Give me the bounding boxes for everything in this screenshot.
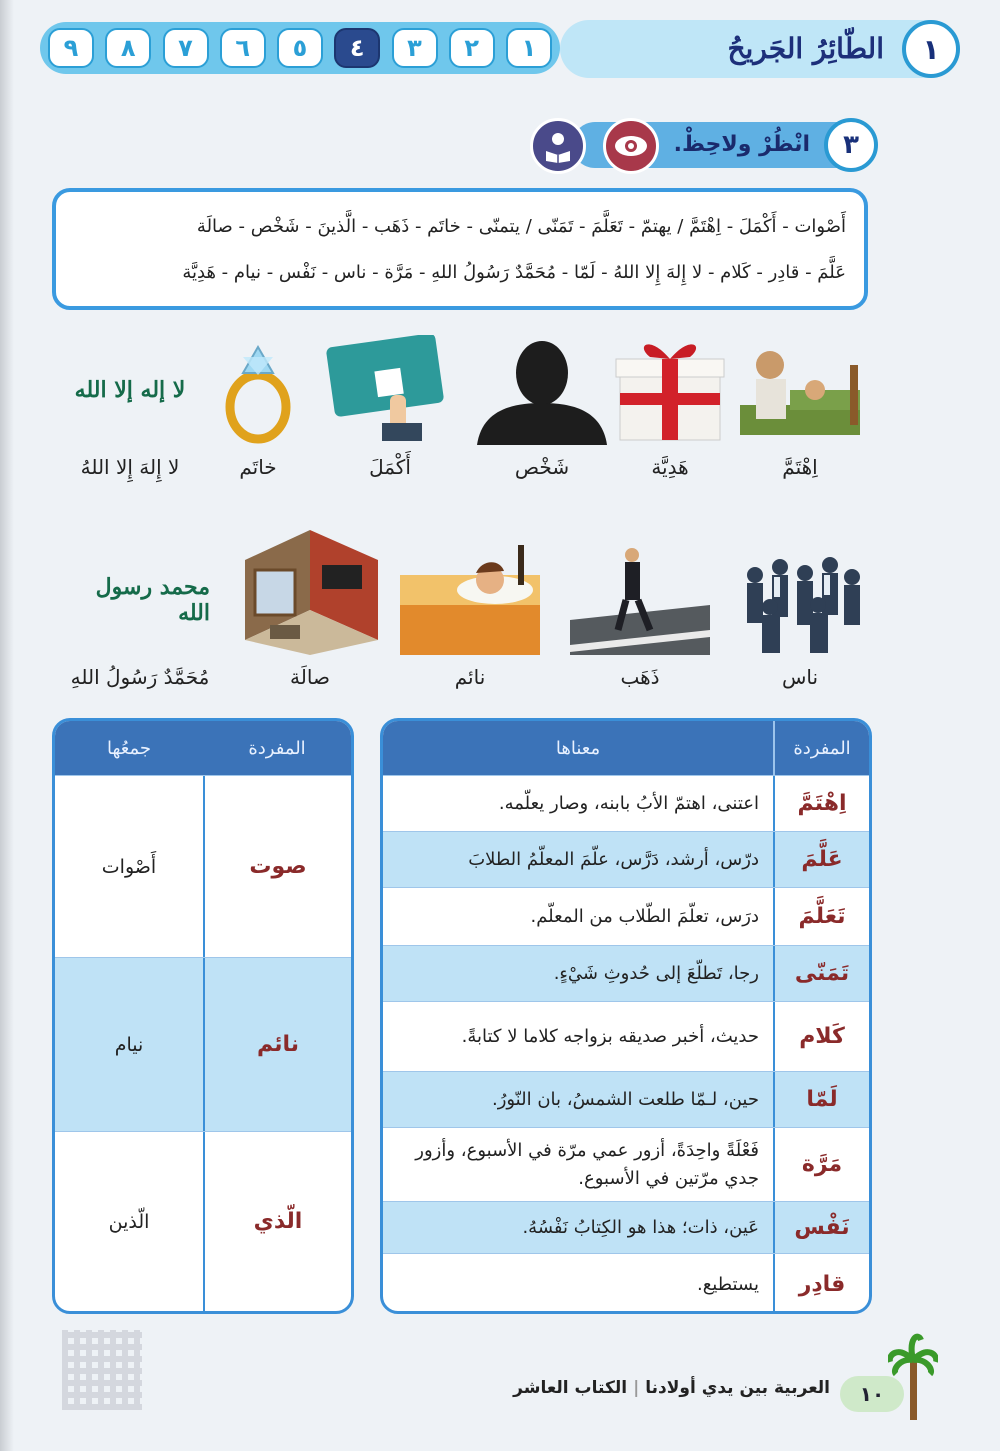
table-row <box>383 1201 869 1253</box>
page-number: ١٠ <box>840 1376 904 1412</box>
unit-pill[interactable]: ١ <box>506 28 552 68</box>
plural-table <box>52 718 354 1314</box>
unit-pill[interactable]: ٦ <box>220 28 266 68</box>
page-edge-shadow <box>0 0 14 1451</box>
table-row <box>55 775 351 957</box>
row-word: تَمَنّى <box>773 946 869 1001</box>
shahada-calligraphy <box>60 335 200 445</box>
puzzle-hand-icon <box>320 335 460 445</box>
unit-number-bar <box>40 22 560 74</box>
shahada-calligraphy-text: لا إله إلا الله <box>74 377 186 403</box>
row-word: مَرَّة <box>773 1128 869 1201</box>
picture-caption: ناس <box>781 665 819 689</box>
picture-card <box>730 545 870 710</box>
unit-pill[interactable]: ٥ <box>277 28 323 68</box>
row-word: قادِر <box>773 1254 869 1314</box>
muhammad-rasulullah-calligraphy <box>70 545 210 655</box>
picture-caption: ذَهَب <box>620 665 660 689</box>
row-meaning: حين، لـمّا طلعت الشمسُ، بان النّورُ. <box>491 1088 759 1110</box>
table-row <box>383 831 869 887</box>
meaning-table <box>380 718 872 1314</box>
muhammad-rasulullah-calligraphy-text: محمد رسول الله <box>95 574 210 626</box>
picture-caption: شَخْص <box>514 455 570 479</box>
row-meaning: اعتنى، اهتمّ الأبُ بابنه، وصار يعلّمه. <box>498 792 759 814</box>
row-word: عَلَّمَ <box>773 832 869 887</box>
sleeping-boy-icon <box>400 545 540 655</box>
picture-card <box>60 335 200 500</box>
book-part: الكتاب العاشر <box>513 1378 628 1398</box>
table-row <box>55 1131 351 1311</box>
qr-code <box>62 1330 142 1410</box>
table-row <box>383 1071 869 1127</box>
row-meaning: درَس، تعلّمَ الطّلاب من المعلّم. <box>530 905 759 927</box>
row-meaning: رجا، تَطلّعَ إلى حُدوثِ شَيْءٍ. <box>553 962 759 984</box>
lesson-title: الطّائِرُ الجَريحُ <box>727 32 884 65</box>
row-meaning: يستطيع. <box>697 1273 759 1295</box>
unit-pill[interactable]: ٣ <box>392 28 438 68</box>
picture-caption: مُحَمَّدٌ رَسُولُ اللهِ <box>70 665 210 689</box>
picture-card <box>600 335 740 500</box>
row-word: اِهْتَمَّ <box>773 776 869 831</box>
picture-card <box>570 545 710 710</box>
table-row <box>383 775 869 831</box>
book-title: العربية بين يدي أولادنا <box>645 1378 830 1398</box>
unit-pill[interactable]: ٨ <box>105 28 151 68</box>
picture-caption: هَدِيَّة <box>651 455 689 479</box>
reading-child-icon <box>530 118 586 174</box>
words-line: عَلَّمَ - قادِر - كَلام - لا إِلهَ إِلا اللهُ - لَمّا - مُحَمَّدٌ رَسُولُ اللهِ - مَرَّة - ناس - نَفْس - نيام - هَدِيَّة <box>182 262 846 283</box>
picture-caption: اِهْتَمَّ <box>782 455 818 479</box>
lesson-number: ١ <box>902 20 960 78</box>
col-header-word: المفردة <box>773 721 869 775</box>
row-plural: الّذين <box>108 1210 150 1233</box>
row-meaning: حديث، أخبر صديقه بزواجه كلاما لا كتابةً. <box>461 1025 759 1047</box>
section-title: انْظُرْ ولاحِظْ. <box>673 132 810 157</box>
col-header-plural: جمعُها <box>107 737 151 759</box>
table-row <box>55 957 351 1131</box>
row-plural: أَصْوات <box>101 855 157 878</box>
row-word: تَعَلَّمَ <box>773 888 869 945</box>
picture-card <box>730 335 870 500</box>
picture-caption: أَكْمَلَ <box>369 455 411 479</box>
picture-card <box>188 335 328 500</box>
picture-card <box>400 545 540 710</box>
footer-separator: | <box>633 1378 640 1398</box>
unit-pill[interactable]: ٩ <box>48 28 94 68</box>
unit-pill[interactable]: ٧ <box>163 28 209 68</box>
row-meaning: عَين، ذات؛ هذا هو الكِتابُ نَفْسُهُ. <box>522 1216 759 1238</box>
picture-card <box>240 530 380 695</box>
vocabulary-words-box <box>52 188 868 310</box>
walking-man-icon <box>570 545 710 655</box>
col-header-word: المفردة <box>248 737 306 759</box>
meaning-table-header <box>383 721 869 775</box>
row-plural: نيام <box>114 1033 144 1056</box>
section-number: ٣ <box>824 118 878 172</box>
picture-caption: صالَة <box>290 665 330 689</box>
living-room-icon <box>240 530 380 655</box>
row-meaning: فَعْلَةً واحِدَةً، أزور عمي مرّة في الأسبوع، وأزور جدي مرّتين في الأسبوع. <box>415 1139 759 1189</box>
crowd-icon <box>730 545 870 655</box>
words-line: أَصْوات - أَكْمَلَ - اِهْتَمَّ / يهتمّ - تَعَلَّمَ - تَمَنّى / يتمنّى - خاتَم - ذَهَب - الَّذينَ - شَخْص - صالَة <box>196 216 846 237</box>
row-word: الّذي <box>203 1132 351 1311</box>
picture-caption: خاتَم <box>239 455 277 479</box>
eye-icon <box>603 118 659 174</box>
plural-table-header <box>55 721 351 775</box>
ring-icon <box>188 335 328 445</box>
row-meaning: درّس، أرشد، دَرَّس، علّمَ المعلّمُ الطلابَ <box>468 848 759 870</box>
lesson-title-bar <box>560 20 960 78</box>
gift-box-icon <box>600 335 740 445</box>
unit-pill-active[interactable]: ٤ <box>334 28 380 68</box>
col-header-meaning: معناها <box>555 737 601 759</box>
row-word: صوت <box>203 776 351 957</box>
table-row <box>383 945 869 1001</box>
person-silhouette-icon <box>472 335 612 445</box>
table-row <box>383 1001 869 1071</box>
row-word: نائم <box>203 958 351 1131</box>
row-word: كَلام <box>773 1002 869 1071</box>
picture-card <box>70 545 210 710</box>
row-word: لَمّا <box>773 1072 869 1127</box>
picture-caption: لا إِلهَ إِلا اللهُ <box>80 455 180 479</box>
book-footer <box>513 1378 830 1398</box>
table-row <box>383 1127 869 1201</box>
picture-card <box>320 335 460 500</box>
table-row <box>383 1253 869 1314</box>
picture-caption: نائم <box>454 665 486 689</box>
picture-card <box>472 335 612 500</box>
unit-pill[interactable]: ٢ <box>449 28 495 68</box>
row-word: نَفْس <box>773 1202 869 1253</box>
father-caring-sick-child-icon <box>730 335 870 445</box>
table-row <box>383 887 869 945</box>
